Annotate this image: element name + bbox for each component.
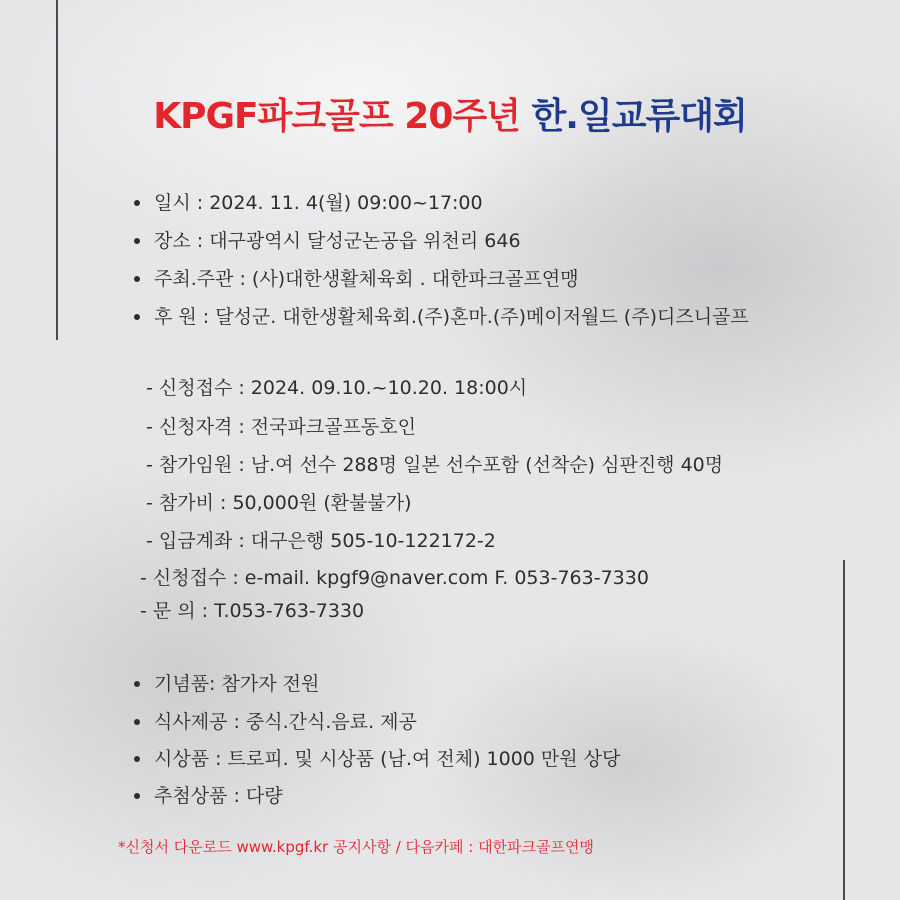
bullet-icon: [134, 314, 140, 320]
decorative-line-left: [56, 0, 58, 340]
benefit-item: 추첨상품 : 다량: [154, 785, 283, 807]
decorative-line-right: [843, 560, 845, 900]
application-detail-item: - 참가비 : 50,000원 (환불불가): [146, 492, 412, 514]
application-detail-item: - 신청접수 : e-mail. kpgf9@naver.com F. 053-763-7330: [140, 567, 649, 589]
title-part-2: 20주년: [404, 96, 520, 137]
application-detail-item: - 참가임원 : 남.여 선수 288명 일본 선수포함 (선착순) 심판진행 40명: [146, 454, 724, 476]
bullet-icon: [134, 238, 140, 244]
application-detail-item: - 신청접수 : 2024. 09.10.~10.20. 18:00시: [146, 377, 528, 399]
title-part-1: KPGF파크골프: [153, 96, 393, 137]
bullet-icon: [134, 793, 140, 799]
bullet-icon: [134, 200, 140, 206]
application-detail-item: - 신청자격 : 전국파크골프동호인: [146, 416, 416, 438]
benefit-item: 기념품: 참가자 전원: [154, 673, 320, 695]
benefit-item: 식사제공 : 중식.간식.음료. 제공: [154, 711, 417, 733]
benefit-item: 시상품 : 트로피. 및 시상품 (남.여 전체) 1000 만원 상당: [154, 748, 621, 770]
bullet-icon: [134, 756, 140, 762]
event-info-item: 장소 : 대구광역시 달성군논공읍 위천리 646: [154, 230, 521, 252]
application-detail-item: - 문 의 : T.053-763-7330: [140, 600, 365, 622]
download-footnote: *신청서 다운로드 www.kpgf.kr 공지사항 / 다음카페 : 대한파크골프연맹: [118, 838, 594, 856]
page-title: [0, 88, 900, 139]
event-info-item: 후 원 : 달성군. 대한생활체육회.(주)혼마.(주)메이저월드 (주)디즈니골프: [154, 306, 749, 328]
bullet-icon: [134, 276, 140, 282]
bullet-icon: [134, 719, 140, 725]
event-info-item: 주최.주관 : (사)대한생활체육회 . 대한파크골프연맹: [154, 268, 579, 290]
bullet-icon: [134, 681, 140, 687]
title-part-3: 한.일교류대회: [531, 96, 747, 137]
event-info-item: 일시 : 2024. 11. 4(월) 09:00~17:00: [154, 192, 483, 214]
application-detail-item: - 입금계좌 : 대구은행 505-10-122172-2: [146, 530, 496, 552]
